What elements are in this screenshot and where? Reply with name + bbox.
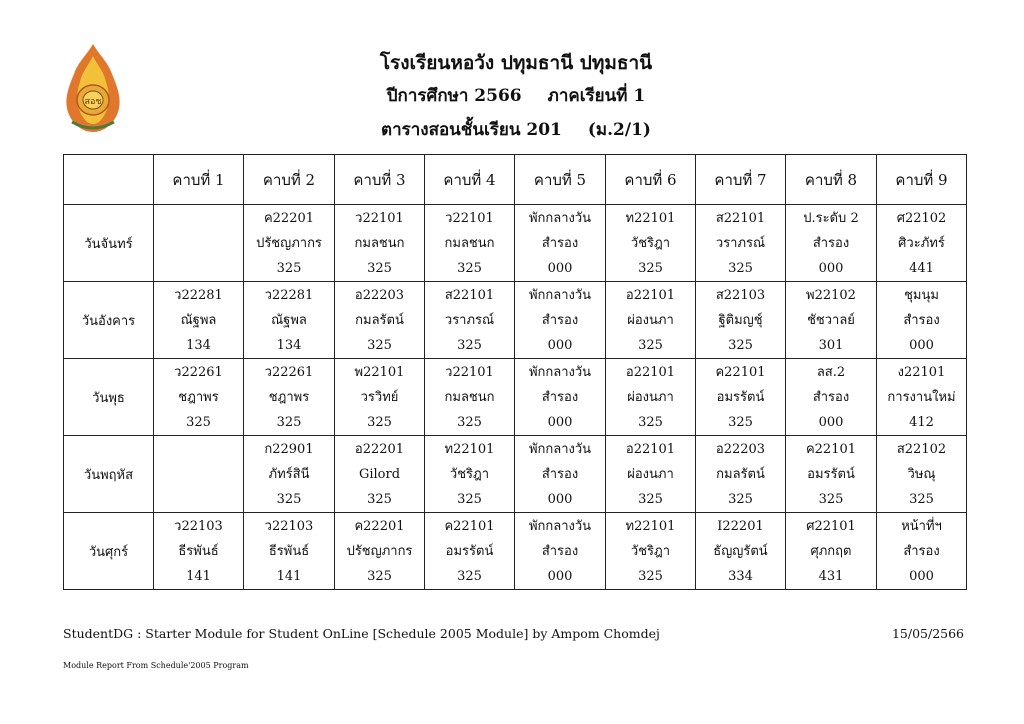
teacher-name: วัชริฎา bbox=[449, 466, 490, 482]
schedule-cell bbox=[515, 282, 606, 359]
schedule-cell bbox=[154, 513, 244, 590]
subject-code: อ22201 bbox=[354, 441, 405, 457]
schedule-cell bbox=[606, 513, 696, 590]
schedule-cell bbox=[515, 436, 606, 513]
room-number: 325 bbox=[367, 568, 392, 584]
room-number: 325 bbox=[457, 414, 482, 430]
subject-code: ว22103 bbox=[264, 518, 314, 534]
teacher-name: ฐิติมญชุ์ bbox=[718, 312, 763, 328]
teacher-name: ผ่องนภา bbox=[627, 389, 674, 405]
subject-code: ส22101 bbox=[715, 210, 766, 226]
period-header-8: คาบที่ 8 bbox=[786, 155, 877, 205]
teacher-name: สำรอง bbox=[541, 389, 579, 405]
room-number bbox=[154, 256, 243, 281]
teacher-name: กมลรัตน์ bbox=[716, 466, 765, 482]
subject-code: ก22901 bbox=[264, 441, 314, 457]
room-number: 325 bbox=[457, 568, 482, 584]
term: ภาคเรียนที่ 1 bbox=[547, 86, 646, 106]
subject-code: ศ22101 bbox=[806, 518, 856, 534]
period-header-3: คาบที่ 3 bbox=[335, 155, 425, 205]
schedule-cell bbox=[786, 513, 877, 590]
subject-code: ว22101 bbox=[355, 210, 404, 226]
schedule-cell bbox=[515, 205, 606, 282]
period-header-4: คาบที่ 4 bbox=[425, 155, 515, 205]
teacher-name: วรวิทย์ bbox=[360, 389, 399, 405]
teacher-name: สำรอง bbox=[812, 235, 850, 251]
schedule-cell bbox=[515, 513, 606, 590]
subject-code: พักกลางวัน bbox=[528, 518, 592, 534]
schedule-cell bbox=[696, 282, 786, 359]
schedule-cell bbox=[786, 436, 877, 513]
schedule-cell bbox=[244, 513, 335, 590]
schedule-cell bbox=[877, 513, 967, 590]
teacher-name: อมรรัตน์ bbox=[445, 543, 494, 559]
subject-code: ค22101 bbox=[715, 364, 766, 380]
period-header-row bbox=[64, 155, 967, 205]
room-number: 325 bbox=[728, 491, 753, 507]
teacher-name: สำรอง bbox=[541, 312, 579, 328]
schedule-cell bbox=[244, 205, 335, 282]
subject-code: ค22101 bbox=[444, 518, 495, 534]
room-number: 412 bbox=[909, 414, 934, 430]
day-label: วันพฤหัส bbox=[64, 436, 154, 513]
schedule-cell bbox=[696, 205, 786, 282]
schedule-cell bbox=[154, 359, 244, 436]
room-number: 431 bbox=[818, 568, 844, 584]
period-header-9: คาบที่ 9 bbox=[877, 155, 967, 205]
schedule-cell bbox=[606, 359, 696, 436]
corner-cell bbox=[64, 155, 154, 205]
room-number: 141 bbox=[186, 568, 211, 584]
room-number: 325 bbox=[276, 491, 302, 507]
subject-code: I22201 bbox=[717, 518, 764, 534]
schedule-cell bbox=[154, 205, 244, 282]
teacher-name: สำรอง bbox=[812, 389, 850, 405]
teacher-name: ศุภกฤต bbox=[810, 543, 852, 559]
room-number: 325 bbox=[367, 337, 392, 353]
schedule-cell bbox=[606, 282, 696, 359]
schedule-cell bbox=[335, 359, 425, 436]
room-number: 325 bbox=[367, 491, 392, 507]
report-source: Module Report From Schedule'2005 Program bbox=[63, 661, 249, 670]
schedule-cell bbox=[877, 282, 967, 359]
room-number: 000 bbox=[547, 337, 573, 353]
schedule-table bbox=[63, 154, 967, 590]
room-number: 325 bbox=[638, 568, 663, 584]
subject-code: ว22281 bbox=[264, 287, 314, 303]
report-date: 15/05/2566 bbox=[891, 626, 964, 641]
room-number: 000 bbox=[547, 568, 573, 584]
table-row bbox=[64, 359, 967, 436]
room-number: 000 bbox=[909, 337, 934, 353]
teacher-name bbox=[154, 231, 243, 256]
subject-code: ว22101 bbox=[445, 210, 494, 226]
subject-code: อ22101 bbox=[625, 441, 676, 457]
table-row bbox=[64, 205, 967, 282]
teacher-name: กมลชนก bbox=[444, 389, 495, 405]
subject-code: อ22101 bbox=[625, 364, 676, 380]
room-number: 000 bbox=[547, 491, 573, 507]
teacher-name: กมลรัตน์ bbox=[355, 312, 404, 328]
teacher-name: วราภรณ์ bbox=[444, 312, 495, 328]
schedule-cell bbox=[786, 282, 877, 359]
teacher-name: วัชริฎา bbox=[630, 235, 671, 251]
room-number: 325 bbox=[909, 491, 934, 507]
room-number: 325 bbox=[457, 260, 482, 276]
period-header-2: คาบที่ 2 bbox=[244, 155, 335, 205]
teacher-name: กมลชนก bbox=[444, 235, 495, 251]
subject-code: ท22101 bbox=[625, 518, 676, 534]
day-label: วันอังคาร bbox=[64, 282, 154, 359]
subject-code: ศ22102 bbox=[896, 210, 947, 226]
teacher-name: Gilord bbox=[358, 466, 401, 482]
subject-code: อ22101 bbox=[625, 287, 676, 303]
room-number: 325 bbox=[276, 260, 302, 276]
schedule-cell bbox=[786, 205, 877, 282]
room-number: 325 bbox=[818, 491, 844, 507]
schedule-cell bbox=[786, 359, 877, 436]
schedule-cell bbox=[425, 205, 515, 282]
teacher-name: วราภรณ์ bbox=[715, 235, 766, 251]
room-number: 325 bbox=[367, 414, 392, 430]
teacher-name: ศิวะภัทร์ bbox=[898, 235, 945, 251]
room-number: 334 bbox=[728, 568, 753, 584]
teacher-name: ธีรพันธ์ bbox=[268, 543, 310, 559]
schedule-cell bbox=[877, 359, 967, 436]
schedule-cell bbox=[606, 205, 696, 282]
schedule-cell bbox=[244, 359, 335, 436]
subject-code: พ22101 bbox=[354, 364, 405, 380]
schedule-cell bbox=[877, 205, 967, 282]
room-number: 000 bbox=[547, 260, 573, 276]
subject-code: ค22101 bbox=[805, 441, 857, 457]
teacher-name: การงานใหม่ bbox=[887, 389, 956, 405]
class-schedule-title bbox=[4, 116, 1024, 143]
day-label: วันศุกร์ bbox=[64, 513, 154, 590]
schedule-cell bbox=[154, 436, 244, 513]
room-number: 325 bbox=[638, 337, 663, 353]
teacher-name: อมรรัตน์ bbox=[807, 466, 855, 482]
period-header-5: คาบที่ 5 bbox=[515, 155, 606, 205]
schedule-cell bbox=[515, 359, 606, 436]
room-number: 141 bbox=[276, 568, 302, 584]
teacher-name: ภัทร์สินี bbox=[268, 466, 310, 482]
teacher-name: ชฎาพร bbox=[268, 389, 310, 405]
room-number: 325 bbox=[276, 414, 302, 430]
room-number: 000 bbox=[909, 568, 934, 584]
room-number: 325 bbox=[457, 337, 482, 353]
subject-code: พักกลางวัน bbox=[528, 287, 592, 303]
teacher-name: ณัฐพล bbox=[180, 312, 217, 328]
svg-text:สอช: สอช bbox=[84, 97, 102, 107]
period-header-7: คาบที่ 7 bbox=[696, 155, 786, 205]
schedule-cell bbox=[425, 513, 515, 590]
subject-code: ว22103 bbox=[174, 518, 223, 534]
teacher-name bbox=[154, 462, 243, 487]
subject-code: อ22203 bbox=[354, 287, 405, 303]
schedule-cell bbox=[696, 513, 786, 590]
room-number: 000 bbox=[818, 414, 844, 430]
subject-code: ง22101 bbox=[897, 364, 946, 380]
teacher-name: สำรอง bbox=[541, 466, 579, 482]
teacher-name: ผ่องนภา bbox=[627, 466, 674, 482]
room-number: 134 bbox=[276, 337, 302, 353]
teacher-name: วัชริฎา bbox=[630, 543, 671, 559]
schedule-cell bbox=[154, 282, 244, 359]
schedule-cell bbox=[696, 359, 786, 436]
teacher-name: ชฎาพร bbox=[178, 389, 219, 405]
subject-code: ว22261 bbox=[174, 364, 223, 380]
teacher-name: สำรอง bbox=[541, 235, 579, 251]
teacher-name: สำรอง bbox=[903, 312, 940, 328]
room-number: 325 bbox=[728, 337, 753, 353]
subject-code bbox=[154, 206, 243, 231]
teacher-name: อมรรัตน์ bbox=[716, 389, 765, 405]
teacher-name: วิษณุ bbox=[907, 466, 936, 482]
school-name: โรงเรียนหอวัง ปทุมธานี ปทุมธานี bbox=[379, 52, 653, 74]
schedule-cell bbox=[335, 282, 425, 359]
subject-code: พักกลางวัน bbox=[528, 441, 592, 457]
academic-year-term bbox=[4, 82, 1024, 109]
subject-code bbox=[154, 437, 243, 462]
teacher-name: ปรัชญภากร bbox=[346, 543, 413, 559]
teacher-name: กมลชนก bbox=[354, 235, 405, 251]
room-number: 325 bbox=[638, 491, 663, 507]
room-number: 000 bbox=[818, 260, 844, 276]
schedule-cell bbox=[335, 436, 425, 513]
schedule-cell bbox=[425, 359, 515, 436]
schedule-cell bbox=[244, 282, 335, 359]
teacher-name: ชัชวาลย์ bbox=[807, 312, 855, 328]
room-number: 301 bbox=[818, 337, 844, 353]
room-number: 325 bbox=[728, 260, 753, 276]
subject-code: ส22102 bbox=[896, 441, 947, 457]
room-number: 325 bbox=[728, 414, 753, 430]
schedule-cell bbox=[335, 513, 425, 590]
schedule-cell bbox=[244, 436, 335, 513]
period-header-6: คาบที่ 6 bbox=[606, 155, 696, 205]
room-number: 325 bbox=[367, 260, 392, 276]
room-number: 325 bbox=[186, 414, 211, 430]
teacher-name: ปรัชญภากร bbox=[256, 235, 322, 251]
teacher-name: ธัญญรัตน์ bbox=[713, 543, 768, 559]
subject-code: พักกลางวัน bbox=[528, 210, 592, 226]
room-number: 325 bbox=[457, 491, 482, 507]
schedule-cell bbox=[425, 436, 515, 513]
module-credit: StudentDG : Starter Module for Student OnLine [Schedule 2005 Module] by Ampom Chomdej bbox=[63, 626, 660, 641]
table-row bbox=[64, 282, 967, 359]
subject-code: ลส.2 bbox=[816, 364, 846, 380]
academic-year: ปีการศึกษา 2566 bbox=[386, 86, 522, 106]
subject-code: ว22261 bbox=[264, 364, 314, 380]
room-number: 325 bbox=[638, 260, 663, 276]
day-label: วันจันทร์ bbox=[64, 205, 154, 282]
subject-code: ว22281 bbox=[174, 287, 223, 303]
teacher-name: ผ่องนภา bbox=[627, 312, 674, 328]
subject-code: ส22101 bbox=[444, 287, 495, 303]
room-number: 000 bbox=[547, 414, 573, 430]
class-code: (ม.2/1) bbox=[587, 120, 651, 140]
subject-code: พักกลางวัน bbox=[528, 364, 592, 380]
subject-code: ว22101 bbox=[445, 364, 494, 380]
subject-code: ค22201 bbox=[263, 210, 315, 226]
teacher-name: สำรอง bbox=[541, 543, 579, 559]
subject-code: ชุมนุม bbox=[904, 287, 939, 303]
subject-code: ค22201 bbox=[354, 518, 405, 534]
subject-code: ป.ระดับ 2 bbox=[803, 210, 859, 226]
subject-code: ท22101 bbox=[444, 441, 495, 457]
class-label: ตารางสอนชั้นเรียน 201 bbox=[381, 120, 562, 140]
room-number: 325 bbox=[638, 414, 663, 430]
room-number: 441 bbox=[909, 260, 934, 276]
table-row bbox=[64, 436, 967, 513]
schedule-cell bbox=[877, 436, 967, 513]
schedule-cell bbox=[425, 282, 515, 359]
subject-code: หน้าที่ฯ bbox=[901, 518, 942, 534]
subject-code: พ22102 bbox=[806, 287, 856, 303]
schedule-cell bbox=[696, 436, 786, 513]
teacher-name: ณัฐพล bbox=[271, 312, 307, 328]
subject-code: ส22103 bbox=[715, 287, 766, 303]
subject-code: อ22203 bbox=[715, 441, 766, 457]
schedule-cell bbox=[606, 436, 696, 513]
schedule-cell bbox=[335, 205, 425, 282]
subject-code: ท22101 bbox=[625, 210, 676, 226]
teacher-name: สำรอง bbox=[903, 543, 940, 559]
table-row bbox=[64, 513, 967, 590]
room-number: 134 bbox=[186, 337, 211, 353]
room-number bbox=[154, 487, 243, 512]
period-header-1: คาบที่ 1 bbox=[154, 155, 244, 205]
day-label: วันพุธ bbox=[64, 359, 154, 436]
teacher-name: ธีรพันธ์ bbox=[178, 543, 219, 559]
